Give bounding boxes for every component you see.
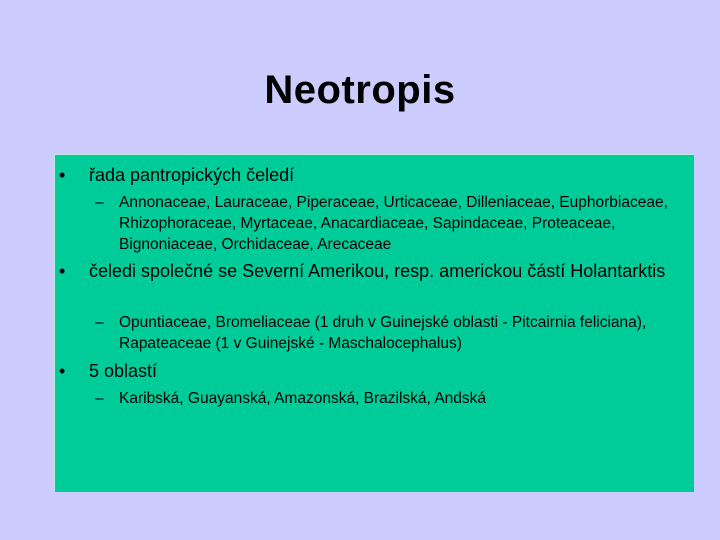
- slide-title: Neotropis: [264, 68, 456, 112]
- sub-bullet-text: Opuntiaceae, Bromeliaceae (1 druh v Guinejské oblasti - Pitcairnia feliciana), Rapateaceae (1 v Guinejské - Maschalocephalus): [119, 314, 647, 352]
- bullet-item: [59, 360, 669, 382]
- bullet-text: 5 oblastí: [89, 361, 158, 381]
- dash-marker: –: [95, 194, 104, 211]
- sub-bullet-item: [95, 388, 695, 409]
- dash-marker: –: [95, 314, 104, 331]
- bullet-item: [59, 164, 669, 186]
- sub-bullet-text: Annonaceae, Lauraceae, Piperaceae, Urticaceae, Dilleniaceae, Euphorbiaceae, Rhizophoraceae, Myrtaceae, Anacardiaceae, Sapindaceae, Proteaceae, Bignoniaceae, Orchidaceae, Arecaceae: [119, 194, 668, 253]
- dash-marker: –: [95, 390, 104, 407]
- bullet-marker: •: [59, 261, 66, 281]
- sub-bullet-item: [95, 192, 695, 255]
- content-box: [54, 154, 694, 492]
- bullet-text: řada pantropických čeledí: [89, 165, 295, 185]
- sub-bullet-item: [95, 312, 695, 354]
- sub-bullet-text: Karibská, Guayanská, Amazonská, Brazilská, Andská: [119, 390, 487, 407]
- bullet-item: [59, 260, 669, 282]
- bullet-marker: •: [59, 361, 66, 381]
- bullet-text: čeledi společné se Severní Amerikou, resp. americkou částí Holantarktis: [89, 261, 666, 281]
- bullet-marker: •: [59, 165, 66, 185]
